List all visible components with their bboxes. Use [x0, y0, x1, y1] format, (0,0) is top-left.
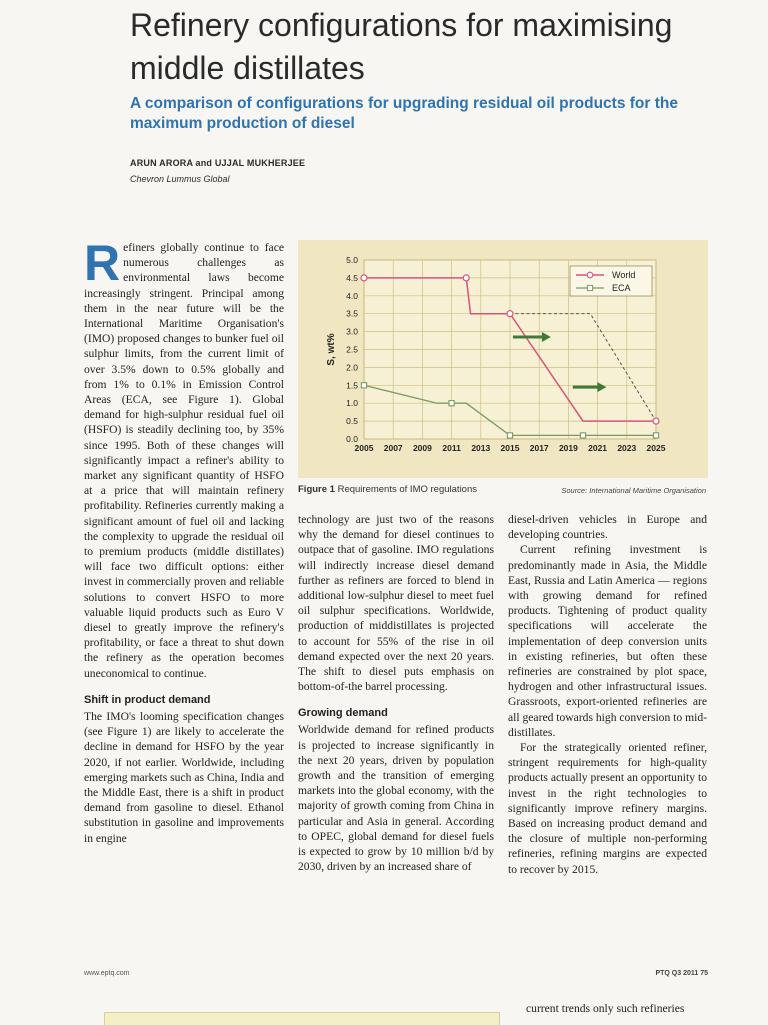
article-title: Refinery configurations for maximising middle distillates	[130, 7, 673, 86]
paragraph-investment: Current refining investment is predominantly made in Asia, the Middle East, Russia and Latin America — regions with growing demand for refined products. Tightening of product quality specifications will accelerate the implementation of deep conversion units in existing refineries, but often these refineries are constrained by plot space, hydrogen and other infrastructural issues. Grassroots, export-oriented refineries are all geared towards high conversion to mid-distillates.	[508, 543, 707, 739]
column-3	[508, 512, 707, 877]
x-tick-label: 2013	[471, 443, 491, 453]
figure-caption-text: Requirements of IMO regulations	[337, 484, 477, 495]
x-tick-label: 2005	[354, 443, 374, 453]
y-tick-label: 3.0	[346, 326, 358, 337]
chart-svg	[298, 240, 708, 478]
y-tick-label: 2.0	[346, 362, 358, 373]
authors: ARUN ARORA and UJJAL MUKHERJEE	[130, 158, 306, 168]
x-tick-label: 2009	[412, 443, 432, 453]
column-1	[84, 235, 284, 846]
intro-text: efiners globally continue to face numerous challenges as environmental laws become increasingly stringent. Principal among them in the near future will be the International Maritime Organisation's (IMO) proposed changes to bunker fuel oil sulphur limits, from the current limit of over 3.5% down to 0.5% globally and from 1% to 0.1% in Emission Control Areas (ECA, see Figure 1). Global demand for high-sulphur residual fuel oil (HSFO) is steadily declining too, by 35% since 1995. Both of these changes will significantly impact a refiner's ability to market any significant quantity of HSFO at a price that will maintain refinery profitability. Refineries currently making a significant amount of fuel oil and lacking the complexity to upgrade the residual oil to premium products (middle distillates) will face two difficult options: either invest in commercially proven and reliable solutions to convert HSFO to more valuable liquid products such as Euro V diesel to greatly improve the refinery's profitability, or face a threat to shut down the refinery as the operation becomes uneconomical to continue.	[84, 241, 284, 680]
legend-eca-label: ECA	[612, 283, 631, 293]
eca-point	[361, 383, 366, 388]
article-subtitle: A comparison of configurations for upgrading residual oil products for the maximum production of diesel	[130, 95, 678, 132]
figure-source: Source: International Maritime Organisation	[561, 486, 706, 495]
column-2	[298, 512, 494, 874]
eca-point	[449, 401, 454, 406]
x-tick-label: 2007	[383, 443, 403, 453]
figure-caption	[298, 484, 477, 495]
x-tick-label: 2011	[442, 443, 461, 453]
world-point	[361, 275, 367, 281]
paragraph-intro	[84, 235, 284, 681]
y-tick-label: 3.5	[346, 308, 358, 319]
next-page-snippet: current trends only such refineries	[526, 1002, 685, 1015]
footer-page-number: PTQ Q3 2011 75	[655, 970, 708, 977]
eca-point	[580, 433, 585, 438]
world-point	[653, 418, 659, 424]
x-tick-label: 2015	[500, 443, 520, 453]
legend-world-marker	[587, 272, 593, 278]
y-tick-label: 4.5	[346, 272, 358, 283]
paragraph-shift: The IMO's looming specification changes (see Figure 1) are likely to accelerate the decline in demand for HSFO by the year 2020, if not earlier. Worldwide, including emerging markets such as China, India and the Middle East, there is a shift in product demand from gasoline to diesel. Ethanol substitution in gasoline and improvements in engine	[84, 709, 284, 845]
x-tick-label: 2021	[588, 443, 608, 453]
x-tick-label: 2019	[558, 443, 578, 453]
y-tick-label: 1.5	[346, 380, 358, 391]
affiliation: Chevron Lummus Global	[130, 174, 230, 184]
x-tick-label: 2017	[529, 443, 549, 453]
y-tick-label: 0.5	[346, 416, 358, 427]
legend-world-label: World	[612, 270, 636, 280]
x-tick-label: 2023	[617, 443, 637, 453]
y-tick-label: 5.0	[346, 255, 358, 265]
paragraph-technology: technology are just two of the reasons why the demand for diesel continues to outpace that of gasoline. IMO regulations will indirectly increase diesel demand further as refiners are forced to blend in additional low-sulphur diesel to meet fuel oil sulphur specifications. Worldwide, production of middistillates is projected to account for 55% of the rise in oil demand expected over the next 20 years. The shift to diesel puts emphasis on bottom-of-the barrel processing.	[298, 513, 494, 694]
x-tick-label: 2025	[646, 443, 666, 453]
heading-growing-demand: Growing demand	[298, 707, 388, 720]
paragraph-strategic: For the strategically oriented refiner, stringent requirements for high-quality products actually present an opportunity to invest in the right technologies to significantly improve refinery margins. Based on increasing product demand and the closure of multiple non-performing refineries, refining margins are expected to recover by 2015.	[508, 741, 707, 876]
figure-1-chart	[298, 240, 708, 478]
legend-eca-marker	[587, 285, 592, 290]
y-axis-label: S, wt%	[326, 333, 337, 366]
y-tick-label: 0.0	[346, 434, 358, 444]
eca-point	[653, 433, 658, 438]
y-tick-label: 4.0	[346, 290, 358, 301]
next-page-box	[104, 1012, 500, 1025]
y-tick-label: 2.5	[346, 344, 358, 355]
eca-point	[507, 433, 512, 438]
paragraph-growing: Worldwide demand for refined products is projected to increase significantly in the next 20 years, driven by population growth and the transition of emerging markets into the global economy, with the majority of growth coming from China in particular and Asia in general. According to OPEC, global demand for diesel fuels is expected to grow by 10 million b/d by 2030, driven by an increased share of	[298, 723, 494, 874]
world-point	[463, 275, 469, 281]
y-tick-label: 1.0	[346, 398, 358, 409]
legend-box	[570, 266, 652, 296]
heading-shift-in-product-demand: Shift in product demand	[84, 693, 211, 706]
world-point	[507, 311, 513, 317]
drop-cap: R	[84, 235, 121, 291]
figure-label: Figure 1	[298, 484, 335, 495]
footer-url: www.eptq.com	[84, 970, 130, 977]
paragraph-diesel-vehicles: diesel-driven vehicles in Europe and developing countries.	[508, 513, 707, 542]
